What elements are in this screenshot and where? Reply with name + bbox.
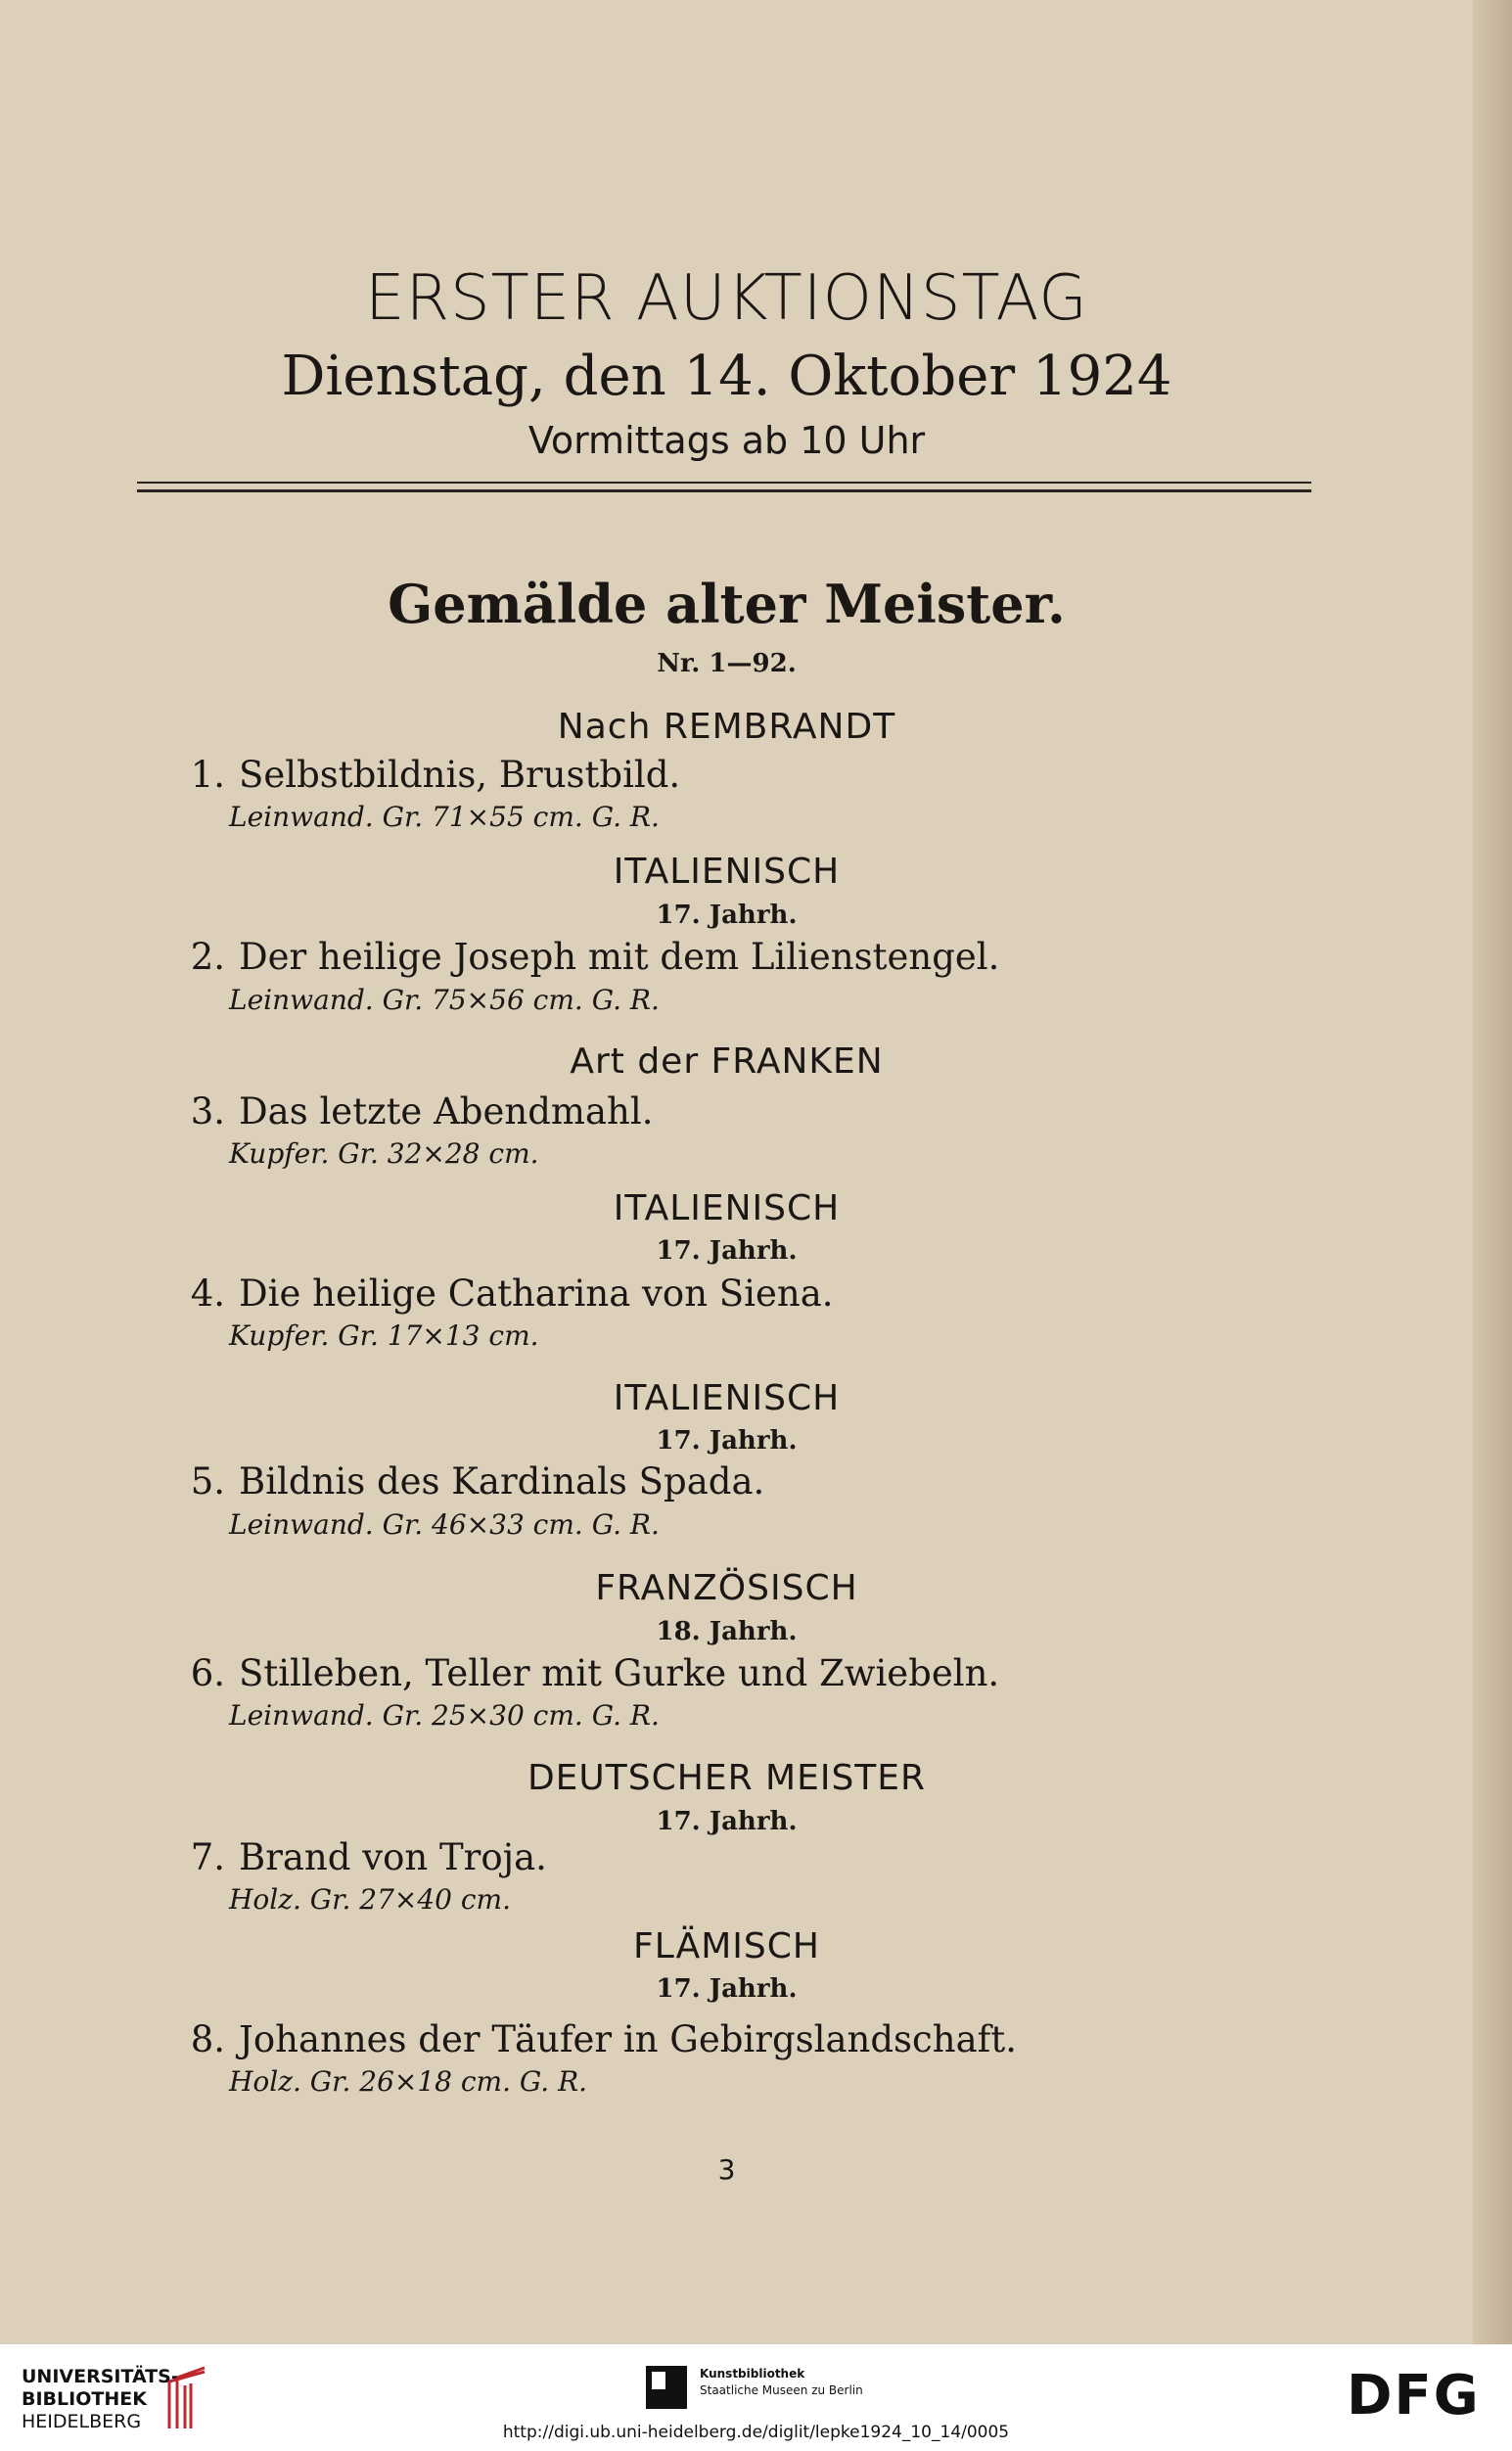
lot-century: 17. Jahrh. — [656, 1426, 798, 1456]
lot-number: 5. — [190, 1460, 225, 1503]
lot-title-text: Stilleben, Teller mit Gurke und Zwiebeln. — [239, 1652, 1000, 1694]
lot-number: 8. — [190, 2018, 225, 2060]
section-range: Nr. 1—92. — [657, 649, 797, 678]
ub-logo-line: UNIVERSITÄTS- — [22, 2366, 179, 2387]
lot-number: 2. — [190, 936, 225, 978]
lot-number: 3. — [190, 1090, 225, 1133]
lot-number: 1. — [190, 754, 225, 796]
lot-century: 17. Jahrh. — [656, 1236, 798, 1266]
lot-school: FRANZÖSISCH — [595, 1568, 858, 1608]
lot-school: DEUTSCHER MEISTER — [527, 1758, 927, 1798]
lot-details: Holz. Gr. 26×18 cm. G. R. — [229, 2065, 588, 2098]
lot-title — [176, 2018, 1017, 2060]
section-title: Gemälde alter Meister. — [388, 573, 1066, 635]
lot-century: 17. Jahrh. — [656, 1974, 798, 2004]
lot-title — [176, 936, 999, 978]
source-url-link[interactable]: http://digi.ub.uni-heidelberg.de/diglit/lepke1924_10_14/0005 — [502, 2423, 1010, 2442]
lot-details: Leinwand. Gr. 75×56 cm. G. R. — [229, 984, 660, 1016]
lot-title — [176, 1272, 834, 1315]
divider-rule — [137, 482, 1311, 484]
lot-number: 6. — [190, 1652, 225, 1694]
page-edge-shadow — [1473, 0, 1512, 2344]
lot-century: 17. Jahrh. — [656, 901, 798, 930]
lot-title — [176, 1652, 999, 1694]
lot-school: Nach REMBRANDT — [557, 707, 896, 747]
kb-line: Staatliche Museen zu Berlin — [700, 2383, 863, 2397]
lot-title-text: Bildnis des Kardinals Spada. — [239, 1460, 765, 1503]
lot-century: 17. Jahrh. — [656, 1807, 798, 1836]
ub-logo-line: HEIDELBERG — [22, 2411, 142, 2432]
lot-school: Art der FRANKEN — [570, 1041, 884, 1082]
lot-title-text: Johannes der Täufer in Gebirgslandschaft. — [239, 2018, 1017, 2060]
lot-title — [176, 754, 680, 796]
digitization-footer — [0, 2344, 1512, 2451]
auction-day-heading: ERSTER AUKTIONSTAG — [365, 262, 1088, 335]
lot-number: 4. — [190, 1272, 225, 1315]
lot-title — [176, 1836, 547, 1878]
lot-school: FLÄMISCH — [633, 1926, 820, 1966]
auction-date: Dienstag, den 14. Oktober 1924 — [281, 345, 1172, 408]
kunstbibliothek-logo-icon — [646, 2366, 687, 2409]
lot-title-text: Die heilige Catharina von Siena. — [239, 1272, 834, 1315]
lot-details: Leinwand. Gr. 25×30 cm. G. R. — [229, 1699, 660, 1732]
kunstbibliothek-label — [700, 2366, 863, 2399]
lot-century: 18. Jahrh. — [656, 1617, 798, 1646]
lot-details: Kupfer. Gr. 32×28 cm. — [229, 1137, 539, 1170]
lot-school: ITALIENISCH — [613, 852, 841, 892]
lot-title — [176, 1090, 653, 1133]
lot-details: Leinwand. Gr. 46×33 cm. G. R. — [229, 1508, 660, 1541]
ub-logo-line: BIBLIOTHEK — [22, 2388, 147, 2410]
lot-details: Holz. Gr. 27×40 cm. — [229, 1883, 512, 1916]
dfg-logo[interactable]: DFG — [1347, 2364, 1481, 2428]
lot-details: Kupfer. Gr. 17×13 cm. — [229, 1319, 539, 1352]
lot-title-text: Brand von Troja. — [239, 1836, 547, 1878]
divider-rule — [137, 489, 1311, 492]
auction-time: Vormittags ab 10 Uhr — [527, 419, 926, 462]
lot-title-text: Das letzte Abendmahl. — [239, 1090, 654, 1133]
page-number: 3 — [717, 2153, 736, 2186]
lot-school: ITALIENISCH — [613, 1378, 841, 1418]
kb-line: Kunstbibliothek — [700, 2367, 805, 2381]
lot-title-text: Selbstbildnis, Brustbild. — [239, 754, 681, 796]
lot-title — [176, 1460, 764, 1503]
lot-school: ITALIENISCH — [613, 1188, 841, 1228]
lot-title-text: Der heilige Joseph mit dem Lilienstengel. — [239, 936, 1000, 978]
lot-details: Leinwand. Gr. 71×55 cm. G. R. — [229, 801, 660, 833]
lot-number: 7. — [190, 1836, 225, 1878]
